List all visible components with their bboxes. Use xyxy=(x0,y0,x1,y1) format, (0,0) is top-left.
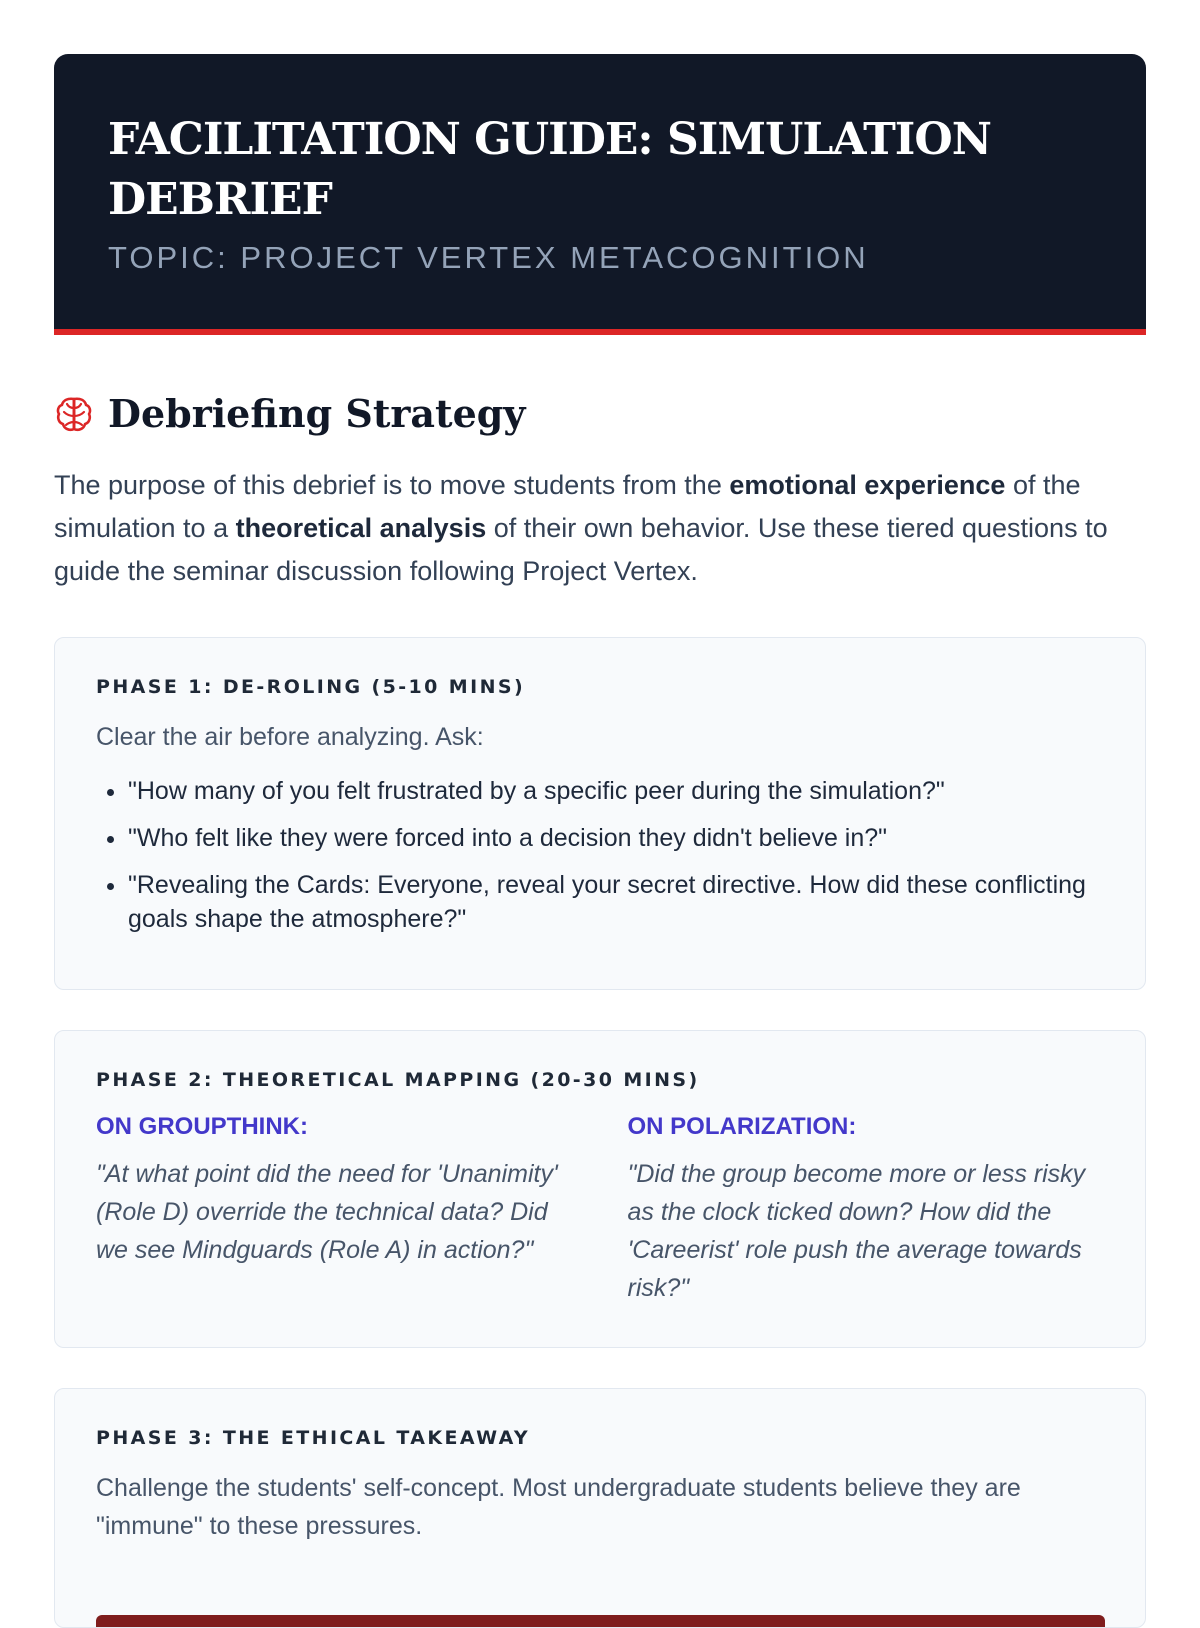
list-item: • "Revealing the Cards: Everyone, reveal your secret directive. How did these conflicting goals shape the atmosphere?" xyxy=(128,868,1105,936)
emphasis-theoretical: theoretical analysis xyxy=(235,513,487,543)
section-heading xyxy=(54,391,1146,436)
phase-1-lead: Clear the air before analyzing. Ask: xyxy=(96,723,484,751)
list-item: • "How many of you felt frustrated by a specific peer during the simulation?" xyxy=(128,774,1105,808)
guide-title: FACILITATION GUIDE: SIMULATION DEBRIEF xyxy=(108,114,991,225)
page xyxy=(54,54,1146,1628)
polarization-quote: "Did the group become more or less risky as the clock ticked down? How did the 'Careerist' role push the average towards risk?" xyxy=(627,1160,1086,1302)
intro-paragraph: The purpose of this debrief is to move students from the emotional experience of the simulation to a theoretical analysis of their own behavior. Use these tiered questions to guide the seminar discussion following Project Vertex. xyxy=(54,470,1108,586)
phase-3-card xyxy=(54,1388,1146,1628)
guide-header xyxy=(54,54,1146,335)
phase-2-card xyxy=(54,1030,1146,1348)
polarization-column xyxy=(628,1113,1106,1307)
takeaway-callout-bar xyxy=(96,1615,1105,1628)
groupthink-column xyxy=(96,1113,574,1307)
groupthink-quote: "At what point did the need for 'Unanimity' (Role D) override the technical data? Did we see Mindguards (Role A) in action?" xyxy=(96,1160,558,1264)
section-title: Debriefing Strategy xyxy=(108,391,526,436)
phase-1-questions xyxy=(96,774,1105,936)
groupthink-heading: ON GROUPTHINK: xyxy=(96,1113,308,1140)
list-item: • "Who felt like they were forced into a decision they didn't believe in?" xyxy=(128,821,1105,855)
phase-3-lead: Challenge the students' self-concept. Most undergraduate students believe they are "immune" to these pressures. xyxy=(96,1474,1021,1540)
phase-3-label: PHASE 3: THE ETHICAL TAKEAWAY xyxy=(96,1427,531,1449)
phase-2-columns xyxy=(96,1113,1105,1307)
phase-1-card xyxy=(54,637,1146,990)
phase-2-label: PHASE 2: THEORETICAL MAPPING (20-30 MINS) xyxy=(96,1069,700,1091)
phase-1-label: PHASE 1: DE-ROLING (5-10 MINS) xyxy=(96,676,526,698)
brain-icon xyxy=(54,394,94,434)
emphasis-emotional: emotional experience xyxy=(729,470,1006,500)
guide-subtitle: TOPIC: PROJECT VERTEX METACOGNITION xyxy=(108,240,869,275)
polarization-heading: ON POLARIZATION: xyxy=(627,1113,857,1140)
